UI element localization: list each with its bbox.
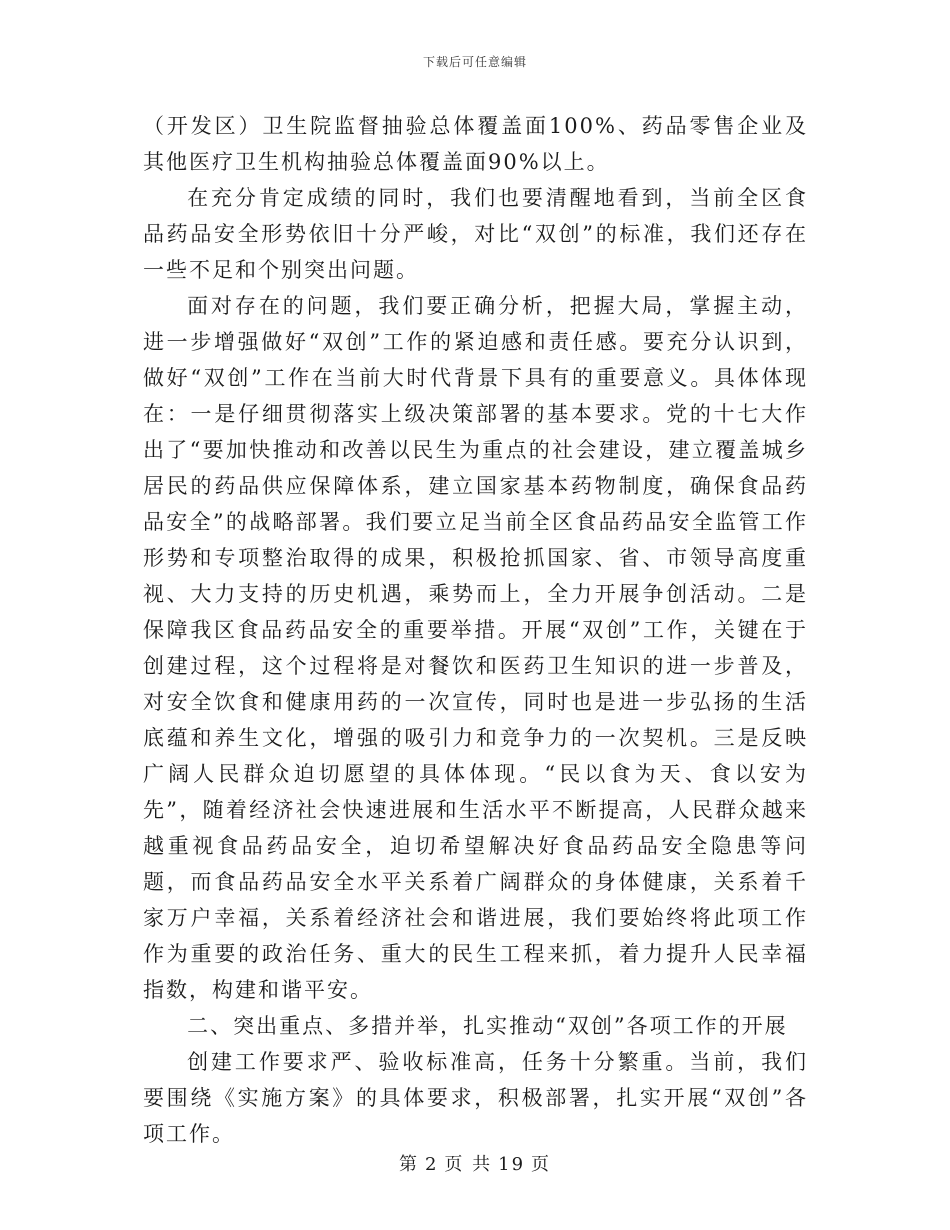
document-body [143,108,808,1152]
section-heading: 二、突出重点、多措并举，扎实推动“双创”各项工作的开展 [187,1014,788,1038]
paragraph-significance: 面对存在的问题，我们要正确分析，把握大局，掌握主动，进一步增强做好“双创”工作的紧迫感和责任感。要充分认识到，做好“双创”工作在当前大时代背景下具有的重要意义。具体体现在：一是仔细贯彻落实上级决策部署的基本要求。党的十七大作出了“要加快推动和改善以民生为重点的社会建设，建立覆盖城乡居民的药品供应保障体系，建立国家基本药物制度，确保食品药品安全”的战略部署。我们要立足当前全区食品药品安全监管工作形势和专项整治取得的成果，积极抢抓国家、省、市领导高度重视、大力支持的历史机遇，乘势而上，全力开展争创活动。二是保障我区食品药品安全的重要举措。开展“双创”工作，关键在于创建过程，这个过程将是对餐饮和医药卫生知识的进一步普及，对安全饮食和健康用药的一次宣传，同时也是进一步弘扬的生活底蕴和养生文化，增强的吸引力和竞争力的一次契机。三是反映广阔人民群众迫切愿望的具体体现。“民以食为天、食以安为先”，随着经济社会快速进展和生活水平不断提高，人民群众越来越重视食品药品安全，迫切希望解决好食品药品安全隐患等问题，而食品药品安全水平关系着广阔群众的身体健康，关系着千家万户幸福，关系着经济社会和谐进展，我们要始终将此项工作作为重要的政治任务、重大的民生工程来抓，着力提升人民幸福指数，构建和谐平安。 [143,294,808,1002]
page-header: 下载后可任意编辑 [422,55,527,69]
paragraph-tasks: 创建工作要求严、验收标准高，任务十分繁重。当前，我们要围绕《实施方案》的具体要求，积极部署，扎实开展“双创”各项工作。 [143,1050,808,1146]
page-footer [0,1150,950,1176]
page-current: 2 [424,1154,439,1175]
paragraph-achievements: 在充分肯定成绩的同时，我们也要清醒地看到，当前全区食品药品安全形势依旧十分严峻，对比“双创”的标准，我们还存在一些不足和个别突出问题。 [143,186,808,282]
paragraph-continuation: （开发区）卫生院监督抽验总体覆盖面100%、药品零售企业及其他医疗卫生机构抽验总体覆盖面90%以上。 [143,114,808,174]
footer-suffix: 页 [531,1154,552,1175]
page-total: 19 [498,1154,526,1175]
footer-prefix: 第 [398,1154,419,1175]
footer-mid: 页 共 [444,1154,493,1175]
